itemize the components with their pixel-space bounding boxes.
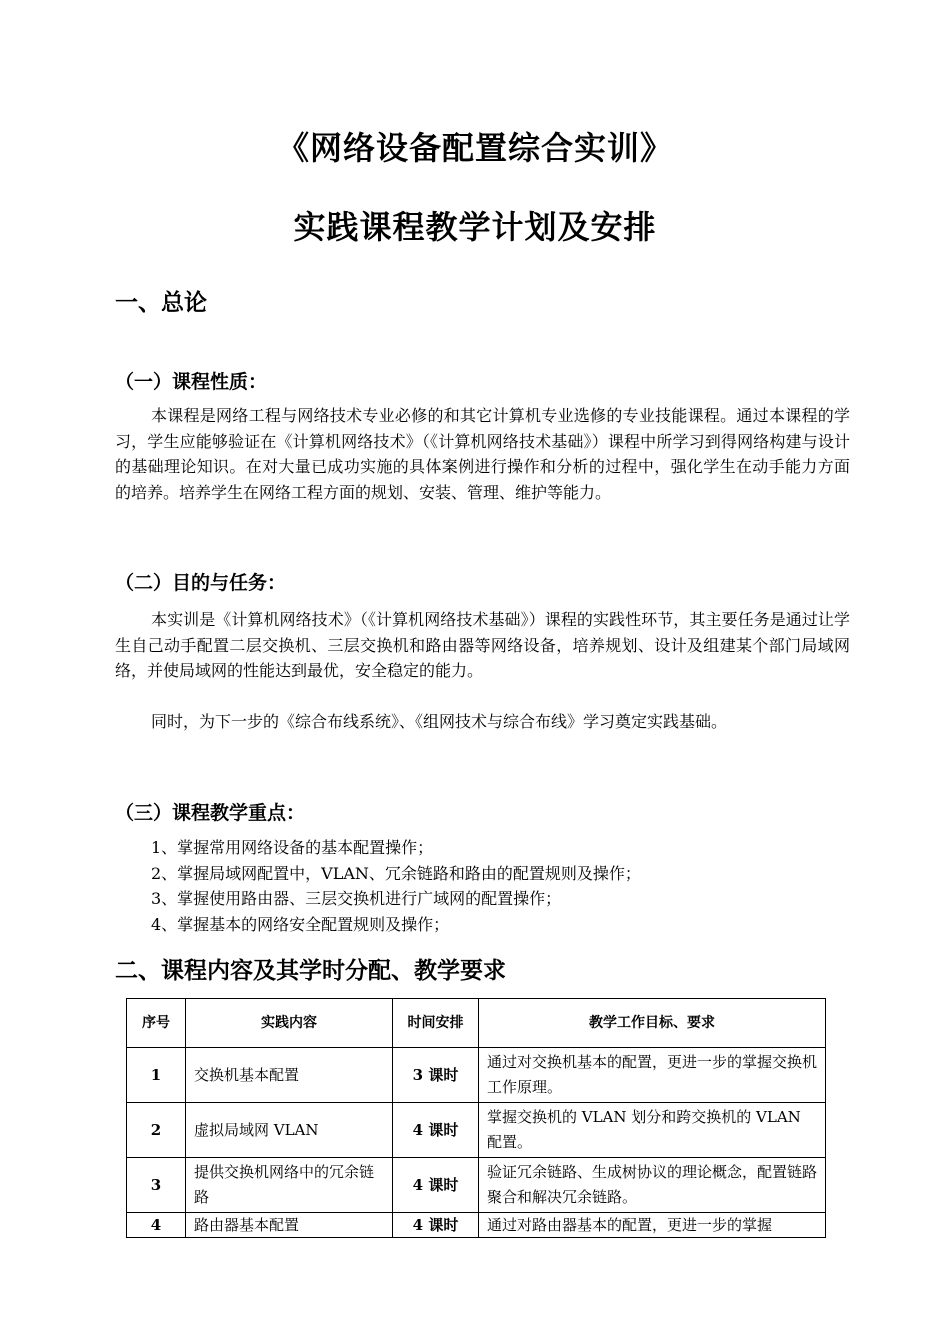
section-heading-overview: 一、总论	[115, 290, 207, 316]
cell-index: 1	[127, 1048, 186, 1103]
header-schedule: 时间安排	[393, 999, 479, 1048]
section-heading-content: 二、课程内容及其学时分配、教学要求	[115, 958, 506, 984]
header-content: 实践内容	[186, 999, 393, 1048]
paragraph-purpose-followup: 同时，为下一步的《综合布线系统》、《组网技术与综合布线》学习奠定实践基础。	[151, 712, 728, 731]
cell-content: 交换机基本配置	[186, 1048, 393, 1103]
cell-goals: 验证冗余链路、生成树协议的理论概念，配置链路聚合和解决冗余链路。	[479, 1158, 826, 1213]
document-title: 《网络设备配置综合实训》	[276, 129, 673, 167]
table-row	[127, 1048, 826, 1103]
cell-content: 路由器基本配置	[186, 1213, 393, 1238]
list-item: 3、掌握使用路由器、三层交换机进行广域网的配置操作；	[151, 889, 562, 908]
document-subtitle: 实践课程教学计划及安排	[293, 208, 657, 246]
cell-hours: 4 课时	[393, 1103, 479, 1158]
list-item: 4、掌握基本的网络安全配置规则及操作；	[151, 914, 450, 934]
header-goals: 教学工作目标、要求	[479, 999, 826, 1048]
cell-index: 3	[127, 1158, 186, 1213]
cell-goals: 通过对交换机基本的配置，更进一步的掌握交换机工作原理。	[479, 1048, 826, 1103]
table-header-row	[127, 999, 826, 1048]
list-item: 1、掌握常用网络设备的基本配置操作；	[151, 838, 434, 857]
subsection-heading-purpose: （二）目的与任务：	[115, 572, 287, 594]
cell-index: 4	[127, 1213, 186, 1238]
cell-index: 2	[127, 1103, 186, 1158]
table-row	[127, 1103, 826, 1158]
cell-goals: 通过对路由器基本的配置，更进一步的掌握	[479, 1213, 826, 1238]
cell-goals: 掌握交换机的 VLAN 划分和跨交换机的 VLAN 配置。	[479, 1103, 826, 1158]
subsection-heading-nature: （一）课程性质：	[115, 371, 268, 393]
paragraph-course-nature: 本课程是网络工程与网络技术专业必修的和其它计算机专业选修的专业技能课程。通过本课程的学习，学生应能够验证在《计算机网络技术》（《计算机网络技术基础》）课程中所学习到得网络构建与设计的基础理论知识。在对大量已成功实施的具体案例进行操作和分析的过程中，强化学生在动手能力方面的培养。培养学生在网络工程方面的规划、安装、管理、维护等能力。	[115, 406, 850, 502]
cell-hours: 4 课时	[393, 1158, 479, 1213]
key-points-list	[151, 835, 851, 937]
table-row	[127, 1158, 826, 1213]
table-row	[127, 1213, 826, 1238]
course-schedule-table	[126, 998, 826, 1238]
paragraph-purpose-tasks: 本实训是《计算机网络技术》（《计算机网络技术基础》）课程的实践性环节，其主要任务是通过让学生自己动手配置二层交换机、三层交换机和路由器等网络设备，培养规划、设计及组建某个部门局域网络，并使局域网的性能达到最优，安全稳定的能力。	[115, 610, 850, 680]
cell-content: 提供交换机网络中的冗余链路	[186, 1158, 393, 1213]
subsection-heading-key-points: （三）课程教学重点：	[115, 802, 306, 824]
header-index: 序号	[127, 999, 186, 1048]
cell-content: 虚拟局域网 VLAN	[186, 1103, 393, 1158]
list-item: 2、掌握局域网配置中，VLAN、冗余链路和路由的配置规则及操作；	[151, 863, 641, 883]
cell-hours: 3 课时	[393, 1048, 479, 1103]
cell-hours: 4 课时	[393, 1213, 479, 1238]
